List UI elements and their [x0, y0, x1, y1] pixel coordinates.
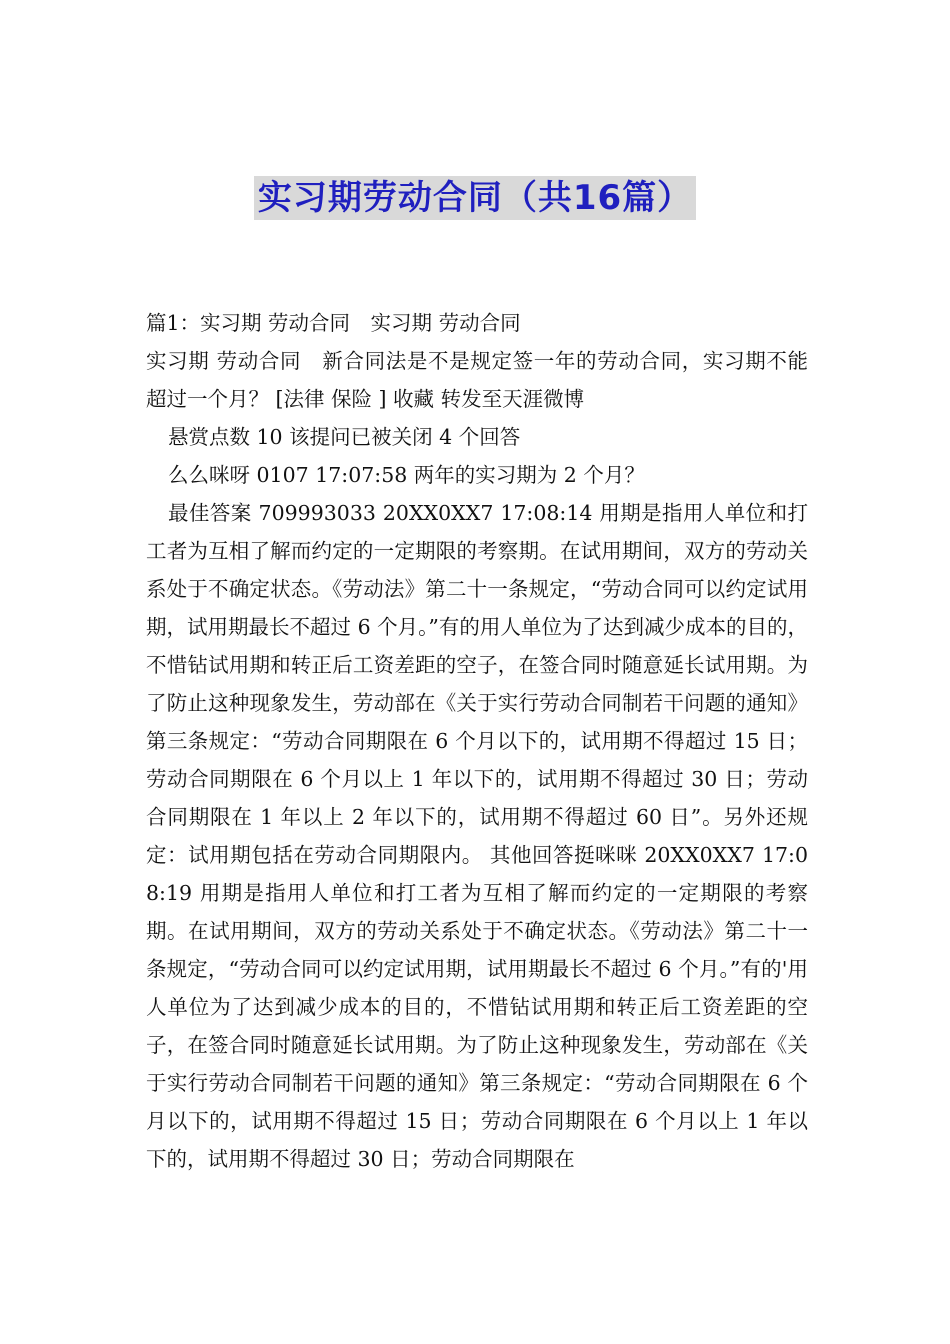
document-body — [146, 304, 808, 1178]
document-title: 实习期劳动合同（共16篇） — [254, 176, 696, 220]
paragraph-asker: 么么咪呀 0107 17:07:58 两年的实习期为 2 个月？ — [168, 463, 645, 487]
paragraph-answer: 最佳答案 709993033 20XX0XX7 17:08:14 用期是指用人单位和打工者为互相了解而约定的一定期限的考察期。在试用期间，双方的劳动关系处于不确定状态。《劳动法》第二十一条规定，“劳动合同可以约定试用期，试用期最长不超过 6 个月。”有的用人单位为了达到减少成本的目的，不惜钻试用期和转正后工资差距的空子，在签合同时随意延长试用期。为了防止这种现象发生，劳动部在《关于实行劳动合同制若干问题的通知》第三条规定：“劳动合同期限在 6 个月以下的，试用期不得超过 15 日；劳动合同期限在 6 个月以上 1 年以下的，试用期不得超过 30 日；劳动合同期限在 1 年以上 2 年以下的，试用期不得超过 60 日”。另外还规定：试用期包括在劳动合同期限内。 其他回答挺咪咪 20XX0XX7 17:08:19 用期是指用人单位和打工者为互相了解而约定的一定期限的考察期。在试用期间，双方的劳动关系处于不确定状态。《劳动法》第二十一条规定，“劳动合同可以约定试用期，试用期最长不超过 6 个月。”有的'用人单位为了达到减少成本的目的，不惜钻试用期和转正后工资差距的空子，在签合同时随意延长试用期。为了防止这种现象发生，劳动部在《关于实行劳动合同制若干问题的通知》第三条规定：“劳动合同期限在 6 个月以下的，试用期不得超过 15 日；劳动合同期限在 6 个月以上 1 年以下的，试用期不得超过 30 日；劳动合同期限在 — [146, 501, 808, 1171]
paragraph-heading: 篇1：实习期 劳动合同 实习期 劳动合同 — [146, 311, 521, 335]
title-container — [0, 176, 950, 220]
paragraph-reward: 悬赏点数 10 该提问已被关闭 4 个回答 — [168, 425, 521, 449]
paragraph-question: 实习期 劳动合同 新合同法是不是规定签一年的劳动合同，实习期不能超过一个月？ [法律 保险 ] 收藏 转发至天涯微博 — [146, 349, 808, 411]
